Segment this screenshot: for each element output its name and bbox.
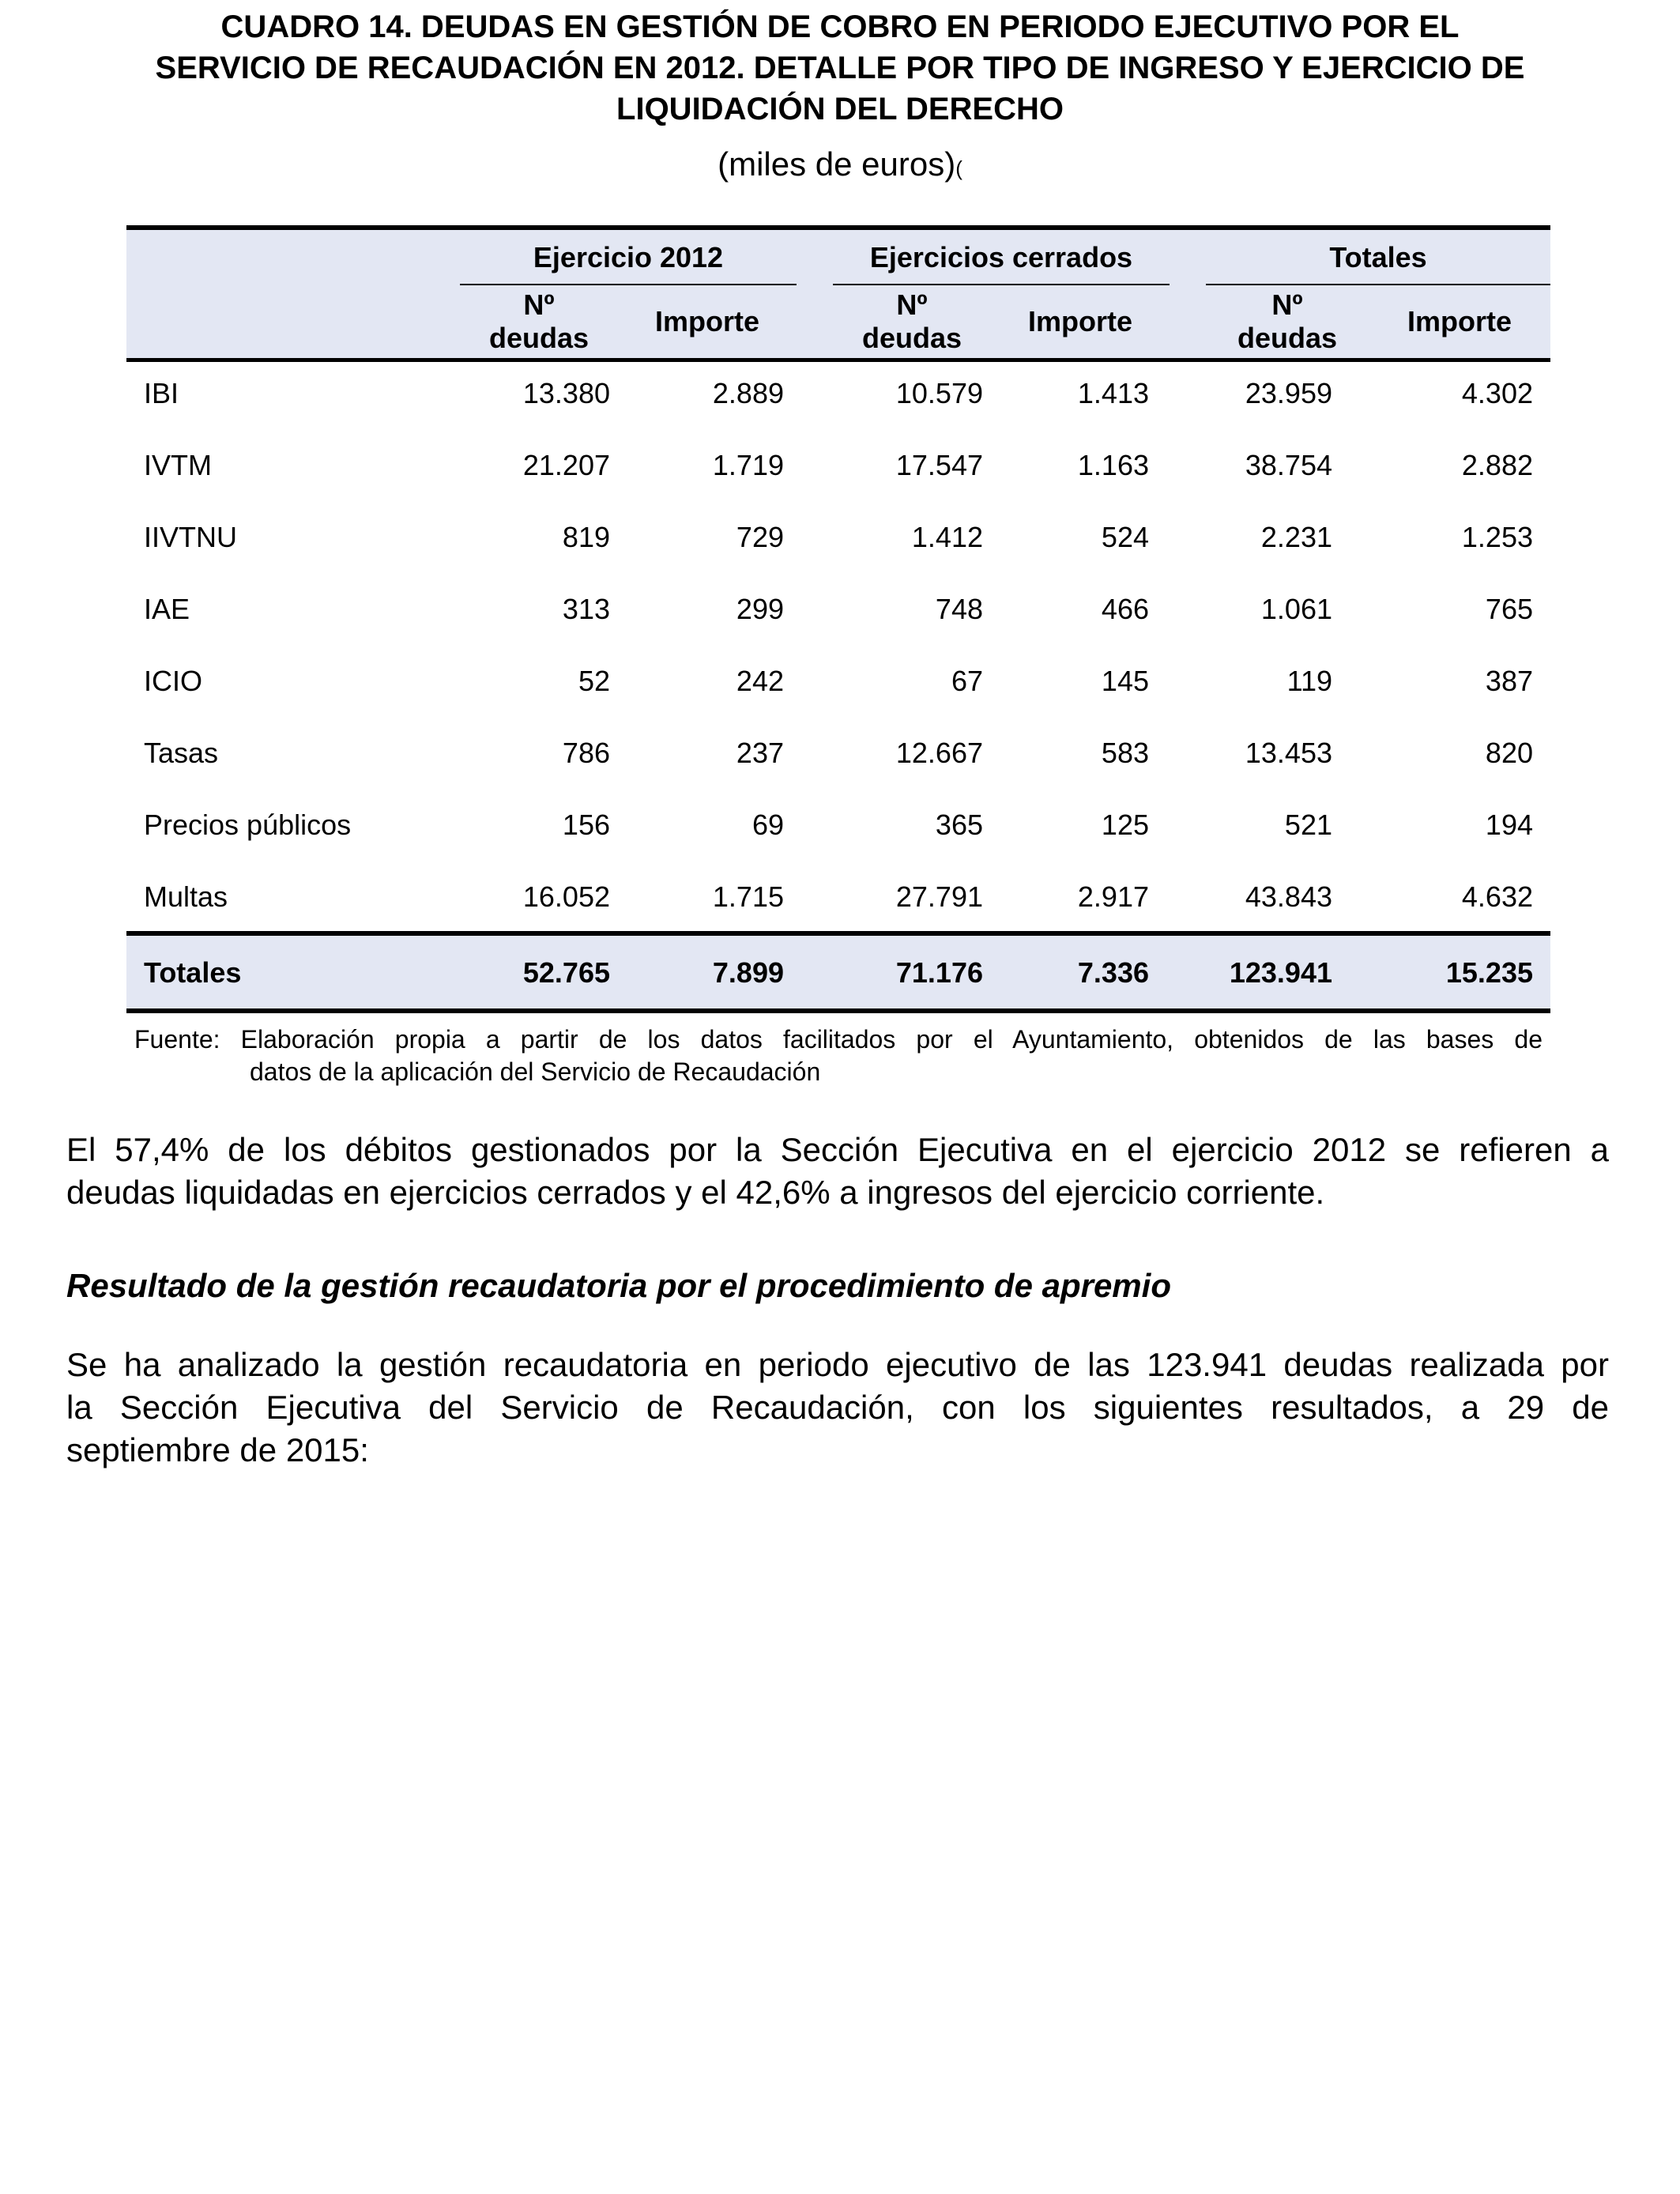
group-header-ejercicios-cerrados: Ejercicios cerrados	[869, 241, 1133, 273]
cell-num-deudas-2012: 313	[562, 593, 610, 625]
cell-num-deudas-2012: 52	[578, 665, 610, 697]
row-label: IBI	[144, 377, 179, 409]
source-line-1: Fuente: Elaboración propia a partir de los datos facilitados por el Ayuntamiento, obtenidos de las bases de	[134, 1025, 1543, 1054]
group-rule-totales	[1206, 284, 1550, 285]
table-bottom-rule	[126, 1008, 1550, 1013]
section-heading: Resultado de la gestión recaudatoria por el procedimiento de apremio	[66, 1267, 1171, 1304]
cell-num-deudas-2012: 16.052	[522, 880, 610, 913]
cell-importe-cerrados: 1.413	[1077, 377, 1149, 409]
cell-num-deudas-cerrados: 365	[935, 809, 983, 841]
cell-importe-2012: 299	[736, 593, 784, 625]
title-line-1: CUADRO 14. DEUDAS EN GESTIÓN DE COBRO EN PERIODO EJECUTIVO POR EL	[220, 9, 1460, 44]
col-header-num-deudas-2012: Nº deudas	[488, 288, 590, 354]
row-label: Precios públicos	[144, 809, 352, 841]
cell-importe-2012: 2.889	[712, 377, 784, 409]
cell-num-deudas-cerrados: 17.547	[895, 449, 983, 481]
cell-num-deudas-totales: 521	[1284, 809, 1332, 841]
cell-num-deudas-cerrados: 67	[951, 665, 983, 697]
table-title	[47, 6, 1633, 130]
cell-num-deudas-2012: 13.380	[522, 377, 610, 409]
cell-importe-2012: 69	[751, 809, 784, 841]
cell-importe-2012: 242	[736, 665, 784, 697]
units-tail: (	[955, 156, 962, 180]
cell-num-deudas-2012: 156	[562, 809, 610, 841]
cell-num-deudas-totales: 43.843	[1245, 880, 1332, 913]
row-label: Multas	[144, 880, 228, 913]
row-label: ICIO	[144, 665, 203, 697]
cell-num-deudas-cerrados: 10.579	[895, 377, 983, 409]
cell-importe-totales: 820	[1485, 737, 1533, 769]
total-num-deudas-totales: 123.941	[1229, 956, 1332, 989]
cell-num-deudas-totales: 119	[1286, 665, 1332, 697]
cell-num-deudas-cerrados: 748	[935, 593, 983, 625]
paragraph-1	[66, 1129, 1609, 1214]
cell-num-deudas-totales: 1.061	[1260, 593, 1332, 625]
cell-num-deudas-totales: 38.754	[1245, 449, 1332, 481]
cell-importe-cerrados: 1.163	[1077, 449, 1149, 481]
cell-num-deudas-totales: 23.959	[1245, 377, 1332, 409]
units-subtitle	[47, 142, 1633, 190]
col-header-num-deudas-cerrados: Nº deudas	[861, 288, 962, 354]
cell-importe-totales: 194	[1485, 809, 1533, 841]
cell-num-deudas-cerrados: 1.412	[911, 521, 983, 553]
group-header-ejercicio-2012: Ejercicio 2012	[533, 241, 724, 273]
title-line-2: SERVICIO DE RECAUDACIÓN EN 2012. DETALLE POR TIPO DE INGRESO Y EJERCICIO DE	[155, 51, 1525, 85]
cell-num-deudas-2012: 819	[562, 521, 610, 553]
cell-num-deudas-totales: 13.453	[1245, 737, 1332, 769]
cell-importe-2012: 729	[736, 521, 784, 553]
col-header-importe-cerrados: Importe	[1027, 305, 1132, 337]
cell-importe-cerrados: 125	[1101, 809, 1149, 841]
group-rule-ejercicio-2012	[460, 284, 797, 285]
cell-importe-2012: 1.719	[712, 449, 784, 481]
totals-label: Totales	[144, 956, 242, 989]
cell-importe-cerrados: 145	[1101, 665, 1149, 697]
paragraph-1-line-1: El 57,4% de los débitos gestionados por la Sección Ejecutiva en el ejercicio 2012 se refieren a	[66, 1131, 1609, 1168]
group-header-totales: Totales	[1329, 241, 1427, 273]
total-importe-cerrados: 7.336	[1077, 956, 1149, 989]
paragraph-2-line-2: la Sección Ejecutiva del Servicio de Recaudación, con los siguientes resultados, a 29 de	[66, 1389, 1609, 1426]
row-label: IIVTNU	[144, 521, 238, 553]
cell-importe-cerrados: 524	[1101, 521, 1149, 553]
cell-importe-cerrados: 583	[1101, 737, 1149, 769]
cell-importe-2012: 1.715	[712, 880, 784, 913]
cell-importe-totales: 387	[1485, 665, 1533, 697]
total-num-deudas-cerrados: 71.176	[895, 956, 983, 989]
paragraph-1-line-2: deudas liquidadas en ejercicios cerrados y el 42,6% a ingresos del ejercicio corriente.	[66, 1174, 1325, 1211]
source-line-2: datos de la aplicación del Servicio de Recaudación	[250, 1057, 821, 1086]
group-rule-ejercicios-cerrados	[833, 284, 1170, 285]
paragraph-2-line-3: septiembre de 2015:	[66, 1431, 369, 1468]
total-importe-2012: 7.899	[712, 956, 784, 989]
cell-num-deudas-totales: 2.231	[1260, 521, 1332, 553]
cell-importe-totales: 4.632	[1461, 880, 1533, 913]
cell-importe-cerrados: 466	[1101, 593, 1149, 625]
col-header-importe-2012: Importe	[654, 305, 759, 337]
cell-num-deudas-2012: 21.207	[522, 449, 610, 481]
paragraph-2-line-1: Se ha analizado la gestión recaudatoria en periodo ejecutivo de las 123.941 deudas realizada por	[66, 1346, 1609, 1383]
total-importe-totales: 15.235	[1445, 956, 1533, 989]
col-header-importe-totales: Importe	[1407, 305, 1512, 337]
cell-num-deudas-2012: 786	[562, 737, 610, 769]
cell-num-deudas-cerrados: 12.667	[895, 737, 983, 769]
cell-importe-totales: 4.302	[1461, 377, 1533, 409]
row-label: IAE	[144, 593, 190, 625]
row-label: IVTM	[144, 449, 212, 481]
cell-num-deudas-cerrados: 27.791	[895, 880, 983, 913]
header-bottom-rule	[126, 358, 1550, 362]
col-header-num-deudas-totales: Nº deudas	[1237, 288, 1338, 354]
cell-importe-totales: 2.882	[1461, 449, 1533, 481]
cell-importe-totales: 765	[1485, 593, 1533, 625]
paragraph-2	[66, 1344, 1609, 1472]
cell-importe-totales: 1.253	[1461, 521, 1533, 553]
total-num-deudas-2012: 52.765	[522, 956, 610, 989]
row-label: Tasas	[144, 737, 219, 769]
cell-importe-cerrados: 2.917	[1077, 880, 1149, 913]
cell-importe-2012: 237	[736, 737, 784, 769]
title-line-3: LIQUIDACIÓN DEL DERECHO	[616, 92, 1064, 126]
units-text: (miles de euros)	[718, 145, 956, 183]
source-note	[134, 1023, 1543, 1088]
